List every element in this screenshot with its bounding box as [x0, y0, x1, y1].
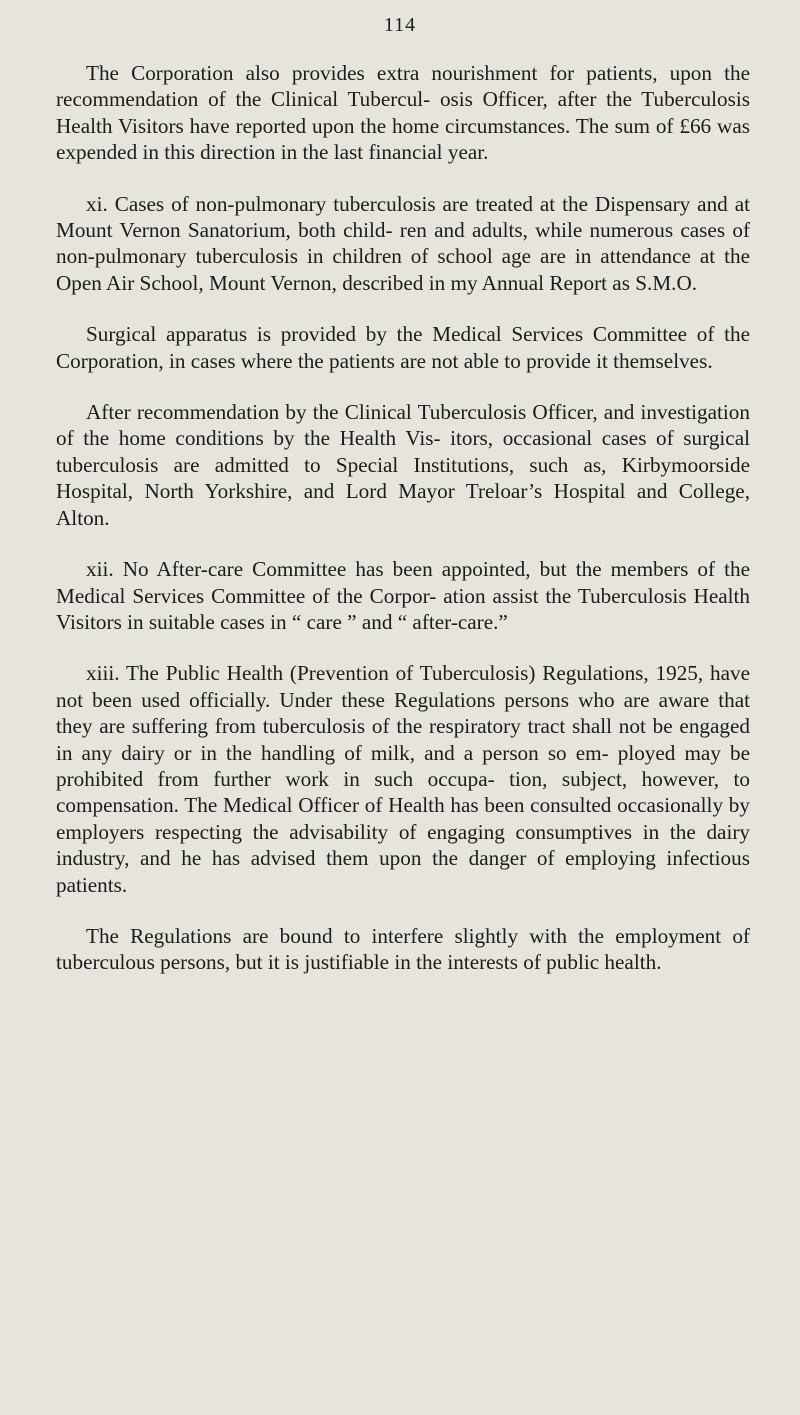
paragraph-extra-nourishment: The Corporation also provides extra nourishment for patients, upon the recommendation of the Clinical Tubercul- osis Officer, after the Tuberculosis Health Visitors have reported upon the home circumstances. The sum of £66 was expended in this direction in the last financial year.: [56, 61, 750, 165]
paragraph-regulations-justifiable: The Regulations are bound to interfere slightly with the employment of tuberculous persons, but it is justifiable in the interests of public health.: [56, 923, 750, 975]
paragraph-xi-non-pulmonary: xi. Cases of non-pulmonary tuberculosis are treated at the Dispensary and at Mount Vernon Sanatorium, both child- ren and adults, while numerous cases of non-pulmonary tuberculosis in children of school age are in attendance at the Open Air School, Mount Vernon, described in my Annual Report as S.M.O.: [56, 191, 750, 295]
paragraph-xiii-regulations: xiii. The Public Health (Prevention of Tuberculosis) Regulations, 1925, have not been used officially. Under these Regulations persons who are aware that they are suffering from tuberculosis of the respiratory tract shall not be engaged in any dairy or in the handling of milk, and a person so em- ployed may be prohibited from further work in such occupa- tion, subject, however, to compensation. The Medical Officer of Health has been consulted occasionally by employers respecting the advisability of engaging consumptives in the dairy industry, and he has advised them upon the danger of employing infectious patients.: [56, 661, 750, 897]
paragraph-surgical-tuberculosis: After recommendation by the Clinical Tuberculosis Officer, and investigation of the home conditions by the Health Vis- itors, occasional cases of surgical tuberculosis are admitted to Special Institutions, such as, Kirbymoorside Hospital, North Yorkshire, and Lord Mayor Treloar’s Hospital and College, Alton.: [56, 400, 750, 530]
body-text: [56, 60, 750, 976]
paragraph-xii-after-care: xii. No After-care Committee has been appointed, but the members of the Medical Services Committee of the Corpor- ation assist the Tuberculosis Health Visitors in suitable cases in “ care ” and “ after-care.”: [56, 557, 750, 634]
paragraph-surgical-apparatus: Surgical apparatus is provided by the Medical Services Committee of the Corporation, in cases where the patients are not able to provide it themselves.: [56, 322, 750, 373]
page-number: 114: [383, 14, 417, 36]
